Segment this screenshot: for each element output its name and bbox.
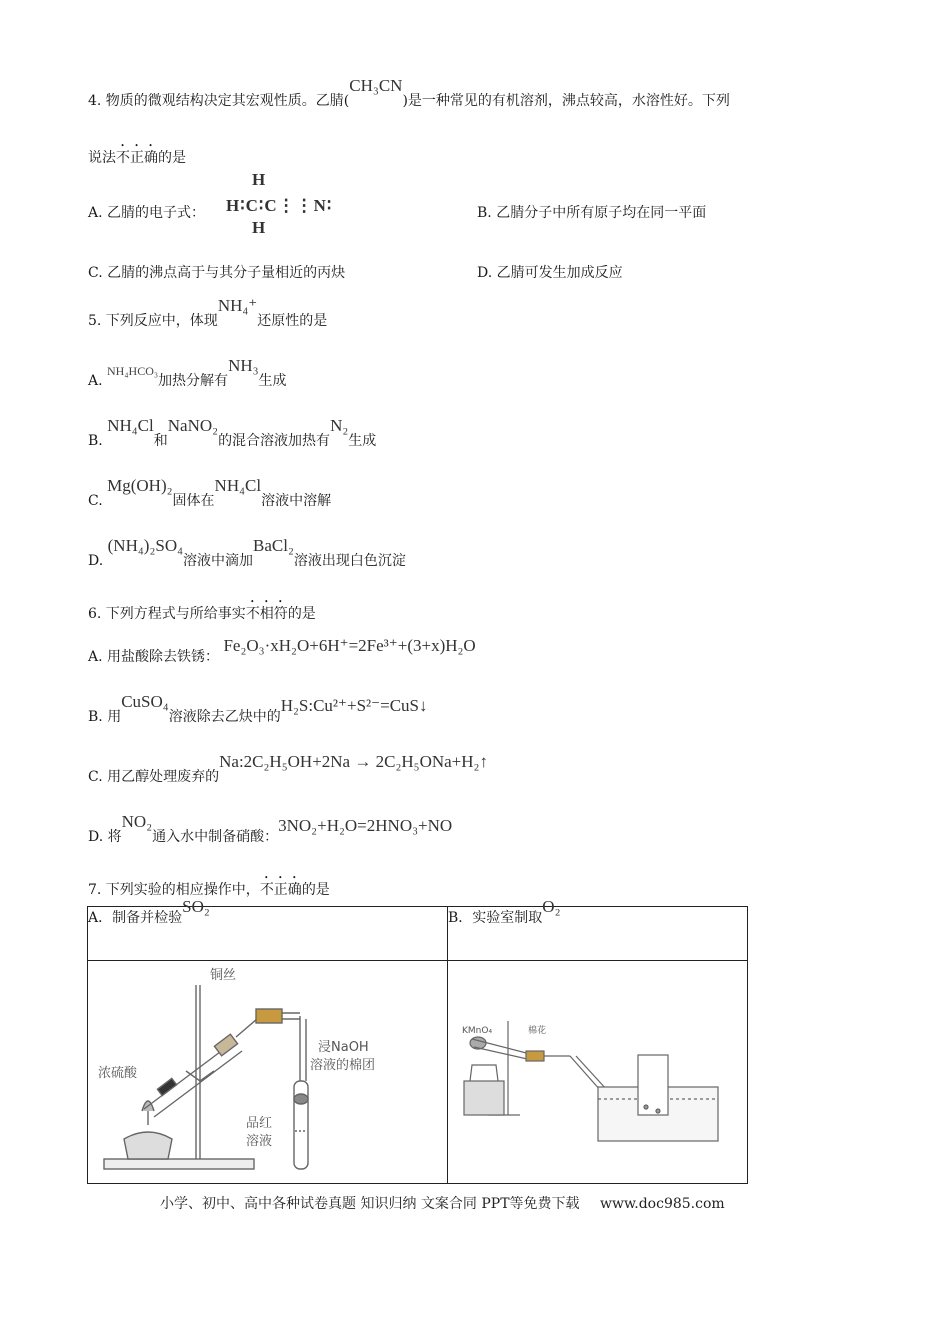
q6-d-formula1: NO₂ bbox=[121, 812, 153, 831]
q4-electron-formula: H∶C∶C⋮⋮N∶ bbox=[226, 196, 333, 215]
q5-a-formula2: NH₃ bbox=[228, 356, 259, 375]
q5-c-text1: 固体在 bbox=[172, 493, 215, 509]
q6-option-c bbox=[88, 752, 488, 786]
q6-b-mid: 溶液除去乙炔中的 bbox=[168, 709, 281, 725]
footer-text: 小学、初中、高中各种试卷真题 知识归纳 文案合同 PPT等免费下载 bbox=[160, 1196, 580, 1212]
q7-figure-b bbox=[448, 961, 748, 1184]
q6-b-formula1: CuSO₄ bbox=[121, 692, 169, 711]
q6-c-text: C. 用乙醇处理废弃的 bbox=[88, 769, 220, 785]
q5-stem-post: 还原性的是 bbox=[257, 313, 328, 329]
q5-b-text2: 的混合溶液加热有 bbox=[218, 433, 331, 449]
q5-b-formula1: NH₄Cl bbox=[107, 416, 154, 435]
label-cotton: 棉花 bbox=[528, 1026, 547, 1036]
q5-b-label: B. bbox=[88, 433, 103, 449]
q6-stem-post: 的是 bbox=[287, 606, 316, 622]
label-pinhong-2: 溶液 bbox=[246, 1134, 273, 1149]
q5-stem-formula: NH₄⁺ bbox=[217, 296, 258, 315]
q5-option-c bbox=[88, 476, 332, 510]
q4-option-b: B. 乙腈分子中所有原子均在同一平面 bbox=[477, 205, 707, 221]
q5-option-d bbox=[88, 536, 406, 570]
q7-experiment-table bbox=[87, 897, 748, 1184]
so2-apparatus-figure bbox=[88, 961, 448, 1183]
q6-stem-emph: 不相符 bbox=[245, 606, 288, 622]
footer-url[interactable]: www.doc985.com bbox=[599, 1196, 725, 1212]
q4-line2-post: 的是 bbox=[158, 150, 186, 166]
q7-col-b-text: B．实验室制取 bbox=[448, 910, 543, 926]
q4-stem-a: 4. 物质的微观结构决定其宏观性质。乙腈( bbox=[88, 93, 350, 109]
q4-stem-b: )是一种常见的有机溶剂，沸点较高，水溶性好。下列 bbox=[402, 93, 730, 109]
label-copper-wire: 铜丝 bbox=[210, 968, 237, 983]
q7-col-b-header bbox=[448, 897, 748, 961]
q7-col-a-text: A．制备并检验 bbox=[88, 910, 183, 926]
q4-option-c: C. 乙腈的沸点高于与其分子量相近的丙炔 bbox=[88, 265, 346, 281]
q5-stem-pre: 5. 下列反应中，体现 bbox=[88, 313, 218, 329]
q5-option-a bbox=[88, 356, 287, 390]
q4-line2-pre: 说法 bbox=[88, 150, 116, 166]
q5-option-b bbox=[88, 416, 377, 450]
q4-electron-formula-h-top: H bbox=[252, 170, 266, 189]
label-pinhong-1: 品红 bbox=[246, 1116, 273, 1131]
q4-stem-line1 bbox=[88, 76, 730, 110]
q7-col-b-formula: O₂ bbox=[542, 897, 561, 916]
q5-c-formula2: NH₄Cl bbox=[214, 476, 262, 495]
q4-option-a: A. 乙腈的电子式： bbox=[88, 205, 206, 221]
q5-a-text1: 加热分解有 bbox=[158, 373, 229, 389]
label-kmno4: KMnO₄ bbox=[462, 1026, 493, 1036]
q7-stem-pre: 7. 下列实验的相应操作中， bbox=[88, 882, 260, 898]
q4-stem-line2 bbox=[88, 142, 186, 167]
q5-d-text2: 溶液出现白色沉淀 bbox=[293, 553, 406, 569]
o2-apparatus-figure bbox=[448, 961, 748, 1183]
q4-line2-emph: 不正确 bbox=[116, 150, 158, 166]
q5-stem bbox=[88, 296, 328, 330]
q5-c-label: C. bbox=[88, 493, 103, 509]
q6-a-equation: Fe₂O₃·xH₂O+6H⁺=2Fe³⁺+(3+x)H₂O bbox=[223, 636, 476, 655]
q5-a-label: A. bbox=[88, 373, 103, 389]
q5-d-label: D. bbox=[88, 553, 104, 569]
q6-stem bbox=[88, 598, 316, 623]
q7-stem-emph: 不正确 bbox=[259, 882, 302, 898]
q6-d-mid: 通入水中制备硝酸： bbox=[152, 829, 279, 845]
q4-electron-formula-h-bot: H bbox=[252, 218, 266, 237]
q7-figure-a bbox=[88, 961, 448, 1184]
q7-col-a-header bbox=[88, 897, 448, 961]
label-conc-sulfuric-acid: 浓硫酸 bbox=[98, 1066, 138, 1081]
q5-b-formula3: N₂ bbox=[330, 416, 349, 435]
q6-b-pre: B. 用 bbox=[88, 709, 122, 725]
page-footer bbox=[160, 1193, 725, 1213]
q7-col-a-formula: SO₂ bbox=[182, 897, 210, 916]
q5-b-text1: 和 bbox=[153, 433, 168, 449]
q6-b-equation: H₂S:Cu²⁺+S²⁻=CuS↓ bbox=[280, 696, 428, 715]
q5-a-formula1: NH₄HCO₃ bbox=[107, 364, 159, 378]
q4-option-d: D. 乙腈可发生加成反应 bbox=[477, 265, 623, 281]
q6-d-equation: 3NO₂+H₂O=2HNO₃+NO bbox=[278, 816, 453, 835]
q7-stem bbox=[88, 874, 330, 899]
q5-b-text3: 生成 bbox=[348, 433, 377, 449]
q5-a-text2: 生成 bbox=[258, 373, 287, 389]
q6-option-b bbox=[88, 692, 428, 726]
q7-stem-post: 的是 bbox=[301, 882, 330, 898]
q5-d-text1: 溶液中滴加 bbox=[183, 553, 254, 569]
q6-d-pre: D. 将 bbox=[88, 829, 122, 845]
q5-c-text2: 溶液中溶解 bbox=[261, 493, 332, 509]
q5-d-formula1: (NH₄)₂SO₄ bbox=[107, 536, 184, 555]
q6-c-equation: Na:2C₂H₅OH+2Na → 2C₂H₅ONa+H₂↑ bbox=[219, 752, 488, 771]
label-naoh-1: 浸NaOH bbox=[318, 1040, 369, 1055]
q6-a-text: A. 用盐酸除去铁锈： bbox=[88, 649, 220, 665]
q6-option-d bbox=[88, 812, 453, 846]
q6-stem-pre: 6. 下列方程式与所给事实 bbox=[88, 606, 246, 622]
q6-option-a bbox=[88, 636, 476, 666]
q5-d-formula2: BaCl₂ bbox=[253, 536, 294, 555]
q5-b-formula2: NaNO₂ bbox=[167, 416, 219, 435]
q5-c-formula1: Mg(OH)₂ bbox=[107, 476, 173, 495]
q4-formula: CH₃CN bbox=[349, 76, 403, 95]
label-naoh-2: 溶液的棉团 bbox=[310, 1058, 376, 1073]
